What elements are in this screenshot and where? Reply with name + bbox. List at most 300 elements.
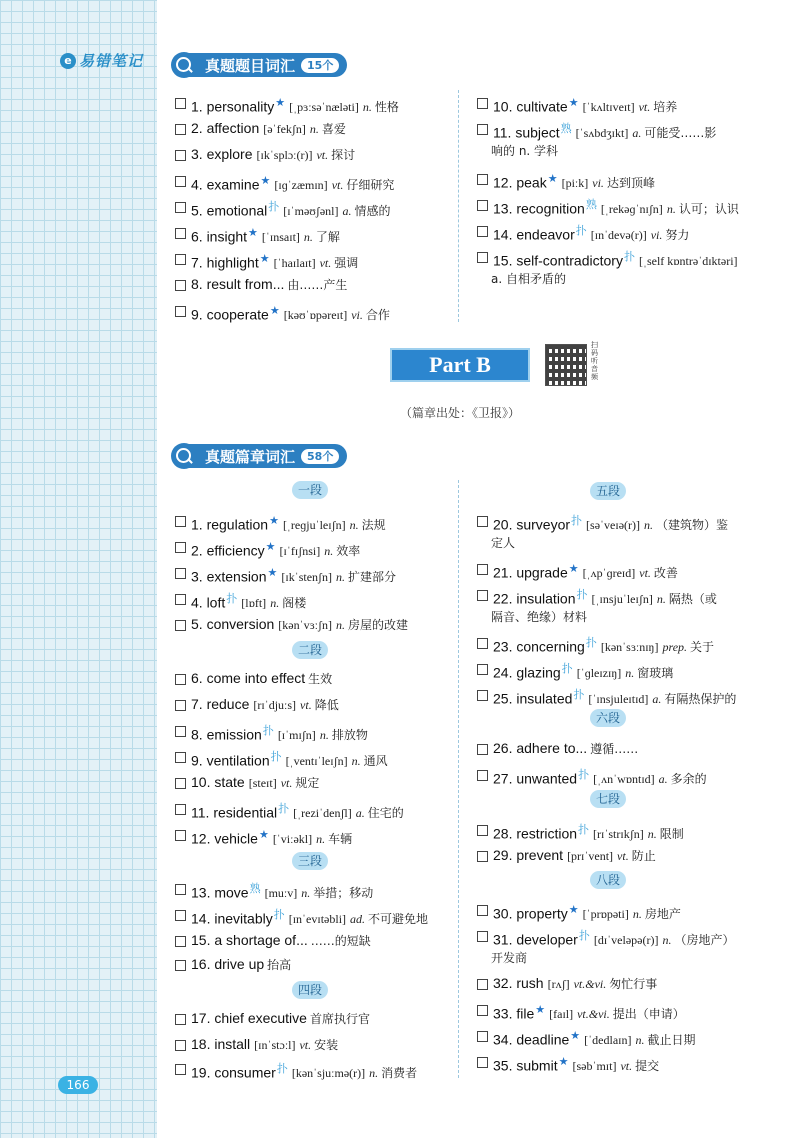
phonetic: [ˌrekəɡˈnɪʃn] [600, 202, 663, 217]
checkbox[interactable] [175, 594, 186, 605]
checkbox[interactable] [175, 254, 186, 265]
part-of-speech: a. [632, 126, 642, 141]
entry-text [191, 117, 346, 141]
entry-text [493, 557, 678, 585]
entry-text [191, 797, 404, 825]
entry-text [191, 247, 358, 275]
checkbox[interactable] [477, 851, 488, 862]
paragraph-label: 五段 [590, 482, 626, 500]
star-icon: ★ [260, 174, 271, 187]
vocab-entry [477, 193, 739, 221]
paragraph-label: 一段 [292, 481, 328, 499]
phonetic: [rɪˈstrɪkʃn] [593, 827, 644, 842]
part-of-speech: n. [351, 754, 361, 769]
checkbox[interactable] [175, 726, 186, 737]
vocab-entry [477, 1050, 659, 1078]
vocab-word: 32. rush [493, 975, 544, 991]
meaning: 多余的 [670, 772, 707, 787]
phonetic: [rʌʃ] [547, 977, 570, 991]
vocab-word: 23. concerning [493, 638, 585, 655]
checkbox[interactable] [175, 306, 186, 317]
phonetic: [ˌɪnsjuˈleɪʃn] [591, 592, 653, 607]
checkbox[interactable] [175, 884, 186, 895]
phonetic: [kənˈvɜːʃn] [278, 618, 332, 632]
part-of-speech: ad. [350, 912, 366, 927]
source-note: （篇章出处：《卫报》） [399, 406, 520, 420]
brand-icon: e [60, 53, 76, 69]
entry-text [191, 719, 368, 747]
entry-text [191, 877, 373, 905]
vocab-entry [175, 719, 368, 747]
vocab-entry [175, 247, 358, 275]
meaning: 抬高 [267, 958, 292, 972]
phonetic: [kənˈsɜːnɪŋ] [600, 640, 659, 655]
checkbox[interactable] [477, 226, 488, 237]
tag-mark: 扑 [575, 224, 587, 237]
meaning: 了解 [315, 230, 340, 245]
vocab-word: 26. adhere to... [493, 740, 588, 756]
entry-text [191, 1007, 370, 1031]
meaning: 通风 [363, 754, 388, 769]
checkbox[interactable] [175, 804, 186, 815]
checkbox[interactable] [477, 664, 488, 675]
section-title: 真题篇章词汇 [205, 447, 296, 466]
part-b-title: Part B [390, 348, 530, 382]
vocab-word: 14. inevitably [191, 910, 273, 927]
vocab-word: 22. insulation [493, 590, 576, 607]
paragraph-label: 六段 [590, 709, 626, 727]
phonetic: [ɪɡˈzæmɪn] [274, 178, 328, 193]
checkbox[interactable] [477, 200, 488, 211]
part-of-speech: n. [369, 1066, 379, 1081]
checkbox[interactable] [175, 1040, 186, 1051]
entry-text [191, 823, 352, 851]
phonetic: [ˈhaɪlaɪt] [273, 256, 316, 271]
meaning: 房屋的改建 [347, 618, 408, 632]
vocab-word: 11. subject [493, 124, 560, 141]
section-bar [189, 444, 347, 468]
vocab-word: 9. cooperate [191, 306, 269, 323]
phonetic: [faɪl] [549, 1007, 574, 1022]
phonetic: [ɪkˈsplɔː(r)] [256, 148, 313, 162]
phonetic: [lɒft] [241, 596, 267, 611]
part-of-speech: n. [632, 907, 642, 922]
vocab-word: 2. efficiency [191, 542, 265, 559]
meaning-continued: 隔音、绝缘）材料 [491, 610, 588, 624]
entry-text [493, 631, 714, 659]
checkbox[interactable] [477, 124, 488, 135]
vocab-entry [175, 91, 399, 119]
vocab-word: 17. chief executive [191, 1010, 307, 1026]
checkbox[interactable] [175, 960, 186, 971]
magnifier-icon [171, 443, 197, 469]
vocab-entry [477, 167, 655, 195]
meaning: 达到顶峰 [606, 176, 655, 191]
part-of-speech: vt. [639, 566, 651, 581]
part-of-speech: vt. [638, 100, 651, 115]
checkbox[interactable] [175, 700, 186, 711]
checkbox[interactable] [477, 979, 488, 990]
checkbox[interactable] [175, 176, 186, 187]
vocab-entry [175, 561, 396, 589]
vocab-word: 7. reduce [191, 696, 250, 712]
phonetic: [ɪˈmɪʃn] [277, 728, 316, 743]
checkbox[interactable] [175, 150, 186, 161]
phonetic: [steɪt] [248, 776, 277, 790]
entry-text [493, 737, 638, 761]
part-of-speech: n. [647, 827, 657, 842]
vocab-entry [175, 273, 347, 297]
star-icon: ★ [568, 96, 579, 109]
checkbox[interactable] [477, 905, 488, 916]
vocab-entry [175, 953, 291, 977]
part-of-speech: n. [309, 122, 319, 136]
part-of-speech: n. [662, 933, 672, 948]
phonetic: [ˈsʌbdʒɪkt] [575, 126, 629, 141]
checkbox[interactable] [477, 590, 488, 601]
meaning: 隔热（或 [668, 592, 717, 607]
meaning-continued: 定人 [491, 536, 516, 550]
meaning: 仔细研究 [346, 178, 395, 193]
star-icon: ★ [570, 1029, 581, 1042]
tag-mark: 熟 [249, 882, 261, 895]
vocab-word: 8. emission [191, 726, 262, 743]
vocab-entry [175, 903, 428, 931]
vocab-word: 28. restriction [493, 825, 578, 842]
meaning-continued: 响的 n. 学科 [491, 144, 559, 158]
vocab-word: 6. come into effect [191, 670, 306, 686]
vocab-word: 12. peak [493, 174, 547, 191]
checkbox[interactable] [477, 1057, 488, 1068]
entry-text [191, 561, 396, 589]
star-icon: ★ [558, 1055, 569, 1068]
checkbox[interactable] [477, 638, 488, 649]
part-of-speech: vt. [319, 256, 332, 271]
phonetic: [kənˈsjuːmə(r)] [291, 1066, 366, 1081]
entry-text [493, 898, 681, 926]
phonetic: [ˌʌpˈɡreɪd] [582, 566, 636, 581]
vocab-entry [477, 683, 736, 711]
star-icon: ★ [275, 96, 286, 109]
vocab-word: 10. state [191, 774, 245, 790]
tag-mark: 熟 [560, 122, 572, 135]
entry-text [191, 953, 291, 977]
phonetic: [ɪkˈstenʃn] [281, 570, 333, 585]
checkbox[interactable] [175, 542, 186, 553]
checkbox[interactable] [175, 202, 186, 213]
vocab-word: 31. developer [493, 931, 578, 948]
entry-text [493, 657, 673, 685]
checkbox[interactable] [175, 1064, 186, 1075]
entry-text [493, 91, 677, 119]
entry-text [493, 193, 739, 221]
vocab-entry [175, 587, 306, 615]
vocab-word: 19. consumer [191, 1064, 276, 1081]
part-of-speech: vt. [300, 698, 312, 712]
phonetic: [muːv] [264, 886, 298, 901]
phonetic: [rɪˈdjuːs] [253, 698, 297, 712]
part-of-speech: vt. [280, 776, 293, 790]
checkbox[interactable] [477, 690, 488, 701]
checkbox[interactable] [175, 674, 186, 685]
phonetic: [ˌventɪˈleɪʃn] [285, 754, 348, 769]
vocab-word: 12. vehicle [191, 830, 258, 847]
vocab-word: 15. self-contradictory [493, 252, 623, 269]
phonetic: [prɪˈvent] [567, 849, 614, 863]
entry-text [191, 693, 339, 717]
checkbox[interactable] [175, 124, 186, 135]
checkbox[interactable] [175, 936, 186, 947]
entry-text [493, 844, 656, 868]
grid-sidebar [0, 0, 157, 1138]
vocab-entry [175, 667, 332, 691]
star-icon: ★ [267, 566, 278, 579]
checkbox[interactable] [175, 516, 186, 527]
tag-mark: 扑 [623, 250, 635, 263]
meaning-continued: a. 自相矛盾的 [491, 272, 566, 286]
vocab-entry [477, 898, 681, 926]
part-of-speech: vt.&vi. [573, 977, 607, 991]
part-of-speech: n. [270, 596, 280, 611]
entry-text [191, 535, 360, 563]
part-of-speech: a. [652, 692, 662, 707]
entry-text [191, 613, 408, 637]
vocab-word: 33. file [493, 1005, 535, 1022]
meaning: 截止日期 [647, 1033, 696, 1048]
phonetic: [səˈveɪə(r)] [586, 518, 641, 533]
vocab-entry [477, 91, 677, 119]
vocab-entry [477, 1024, 696, 1052]
entry-text [493, 509, 728, 537]
meaning: 由……产生 [287, 278, 348, 292]
checkbox[interactable] [175, 1014, 186, 1025]
checkbox[interactable] [477, 744, 488, 755]
phonetic: [ˈɪnsaɪt] [261, 230, 300, 245]
phonetic: [ˈkʌltɪveɪt] [582, 100, 635, 115]
part-of-speech: a. [658, 772, 668, 787]
entry-text [191, 667, 332, 691]
star-icon: ★ [568, 903, 579, 916]
part-of-speech: vt. [617, 849, 629, 863]
vocab-entry [175, 823, 352, 851]
meaning: 提出（申请） [612, 1007, 685, 1022]
vocab-word: 18. install [191, 1036, 251, 1052]
entry-text [191, 273, 347, 297]
checkbox[interactable] [477, 98, 488, 109]
vocab-entry [477, 844, 656, 868]
entry-text [493, 1024, 696, 1052]
phonetic: [səbˈmɪt] [572, 1059, 617, 1074]
tag-mark: 扑 [578, 823, 590, 836]
vocab-word: 34. deadline [493, 1031, 570, 1048]
tag-mark: 扑 [578, 768, 590, 781]
vocab-word: 4. loft [191, 594, 226, 611]
meaning: 效率 [336, 544, 361, 559]
paragraph-label: 二段 [292, 641, 328, 659]
qr-label: 扫码听音频 [591, 341, 598, 381]
entry-text [191, 929, 371, 953]
part-of-speech: n. [336, 570, 346, 585]
phonetic: [dɪˈveləpə(r)] [593, 933, 659, 948]
vocab-entry [477, 763, 707, 791]
tag-mark: 扑 [273, 908, 285, 921]
paragraph-label: 四段 [292, 981, 328, 999]
checkbox[interactable] [477, 1005, 488, 1016]
phonetic: [ɪˈfɪʃnsi] [279, 544, 321, 559]
meaning: 有隔热保护的 [664, 692, 737, 707]
phonetic: [kəʊˈɒpəreɪt] [283, 308, 348, 323]
vocab-entry [477, 972, 657, 996]
star-icon: ★ [259, 252, 270, 265]
vocab-word: 29. prevent [493, 847, 564, 863]
phonetic: [ɪnˈstɔːl] [254, 1038, 296, 1052]
checkbox[interactable] [175, 98, 186, 109]
checkbox[interactable] [477, 770, 488, 781]
checkbox[interactable] [175, 752, 186, 763]
tag-mark: 扑 [576, 588, 588, 601]
meaning: （房地产） [674, 933, 735, 948]
meaning: 车辆 [328, 832, 353, 847]
vocab-entry [175, 221, 340, 249]
checkbox[interactable] [477, 1031, 488, 1042]
part-of-speech: n. [319, 728, 329, 743]
meaning: 匆忙行事 [609, 977, 658, 991]
meaning: 强调 [334, 256, 359, 271]
phonetic: [ˌreziˈdenʃl] [293, 806, 352, 821]
vocab-entry [175, 1007, 370, 1031]
vocab-entry [175, 195, 391, 223]
checkbox[interactable] [175, 778, 186, 789]
vocab-word: 9. ventilation [191, 752, 270, 769]
paragraph-label: 七段 [590, 790, 626, 808]
meaning: 防止 [631, 849, 656, 863]
checkbox[interactable] [175, 910, 186, 921]
entry-text [191, 91, 399, 119]
tag-mark: 扑 [571, 514, 583, 527]
phonetic: [ˈdedlaɪn] [584, 1033, 632, 1048]
qr-code[interactable] [545, 344, 587, 386]
vocab-word: 4. examine [191, 176, 260, 193]
tag-mark: 扑 [561, 662, 573, 675]
meaning: 法规 [361, 518, 386, 533]
part-of-speech: vt. [620, 1059, 633, 1074]
checkbox[interactable] [477, 825, 488, 836]
phonetic: [piːk] [561, 176, 589, 191]
checkbox[interactable] [175, 830, 186, 841]
vocab-word: 6. insight [191, 228, 248, 245]
entry-text [191, 903, 428, 931]
tag-mark: 扑 [276, 1062, 288, 1075]
meaning: 探讨 [331, 148, 356, 162]
meaning: 改善 [653, 566, 678, 581]
vocab-word: 10. cultivate [493, 98, 568, 115]
checkbox[interactable] [477, 931, 488, 942]
section-count: 58个 [301, 449, 339, 464]
entry-text [493, 972, 657, 996]
column-divider [458, 90, 459, 322]
tag-mark: 扑 [578, 929, 590, 942]
checkbox[interactable] [175, 228, 186, 239]
checkbox[interactable] [477, 564, 488, 575]
vocab-word: 20. surveyor [493, 516, 571, 533]
entry-text [191, 195, 391, 223]
vocab-word: 2. affection [191, 120, 260, 136]
vocab-word: 3. extension [191, 568, 267, 585]
entry-text [493, 167, 655, 195]
vocab-entry [175, 929, 371, 953]
paragraph-label: 八段 [590, 871, 626, 889]
part-of-speech: n. [644, 518, 654, 533]
entry-text [493, 818, 684, 846]
checkbox[interactable] [477, 252, 488, 263]
star-icon: ★ [535, 1003, 546, 1016]
tag-mark: 扑 [268, 200, 280, 213]
vocab-entry [477, 998, 685, 1026]
meaning: 生效 [308, 672, 333, 686]
part-of-speech: n. [301, 886, 311, 901]
brand-logo [60, 50, 143, 71]
part-of-speech: a. [342, 204, 352, 219]
tag-mark: 扑 [573, 688, 585, 701]
meaning: ……的短缺 [310, 934, 371, 948]
checkbox[interactable] [477, 174, 488, 185]
magnifier-icon [171, 52, 197, 78]
entry-text [191, 169, 394, 197]
entry-text [191, 587, 306, 615]
vocab-word: 27. unwanted [493, 770, 578, 787]
section-header-b [171, 443, 347, 469]
star-icon: ★ [547, 172, 558, 185]
meaning: 认可；认识 [678, 202, 739, 217]
meaning: 喜爱 [321, 122, 346, 136]
vocab-entry [175, 771, 319, 795]
part-of-speech: n. [303, 230, 313, 245]
vocab-word: 1. personality [191, 98, 275, 115]
vocab-entry [175, 143, 355, 167]
star-icon: ★ [568, 562, 579, 575]
entry-text [493, 924, 734, 952]
meaning: 消费者 [381, 1066, 418, 1081]
vocab-entry [175, 797, 404, 825]
meaning: 不可避免地 [368, 912, 429, 927]
vocab-entry [175, 509, 386, 537]
entry-text [191, 771, 319, 795]
meaning: 提交 [635, 1059, 660, 1074]
entry-text [191, 299, 390, 327]
vocab-word: 14. endeavor [493, 226, 575, 243]
entry-text [191, 1057, 417, 1085]
checkbox[interactable] [175, 620, 186, 631]
checkbox[interactable] [175, 568, 186, 579]
phonetic: [ˈprɒpəti] [582, 907, 629, 922]
meaning: 首席执行官 [309, 1012, 370, 1026]
entry-text [493, 998, 685, 1026]
vocab-word: 13. move [191, 884, 249, 901]
checkbox[interactable] [477, 516, 488, 527]
part-of-speech: a. [355, 806, 365, 821]
tag-mark: 扑 [278, 802, 290, 815]
vocab-entry [477, 219, 689, 247]
phonetic: [əˈfekʃn] [263, 122, 306, 136]
meaning: 扩建部分 [348, 570, 397, 585]
vocab-entry [477, 818, 684, 846]
phonetic: [ˈɡleɪzɪŋ] [576, 666, 622, 681]
checkbox[interactable] [175, 280, 186, 291]
part-of-speech: prep. [662, 640, 688, 655]
meaning: （建筑物）鉴 [656, 518, 729, 533]
part-of-speech: n. [316, 832, 326, 847]
vocab-entry [175, 1033, 338, 1057]
